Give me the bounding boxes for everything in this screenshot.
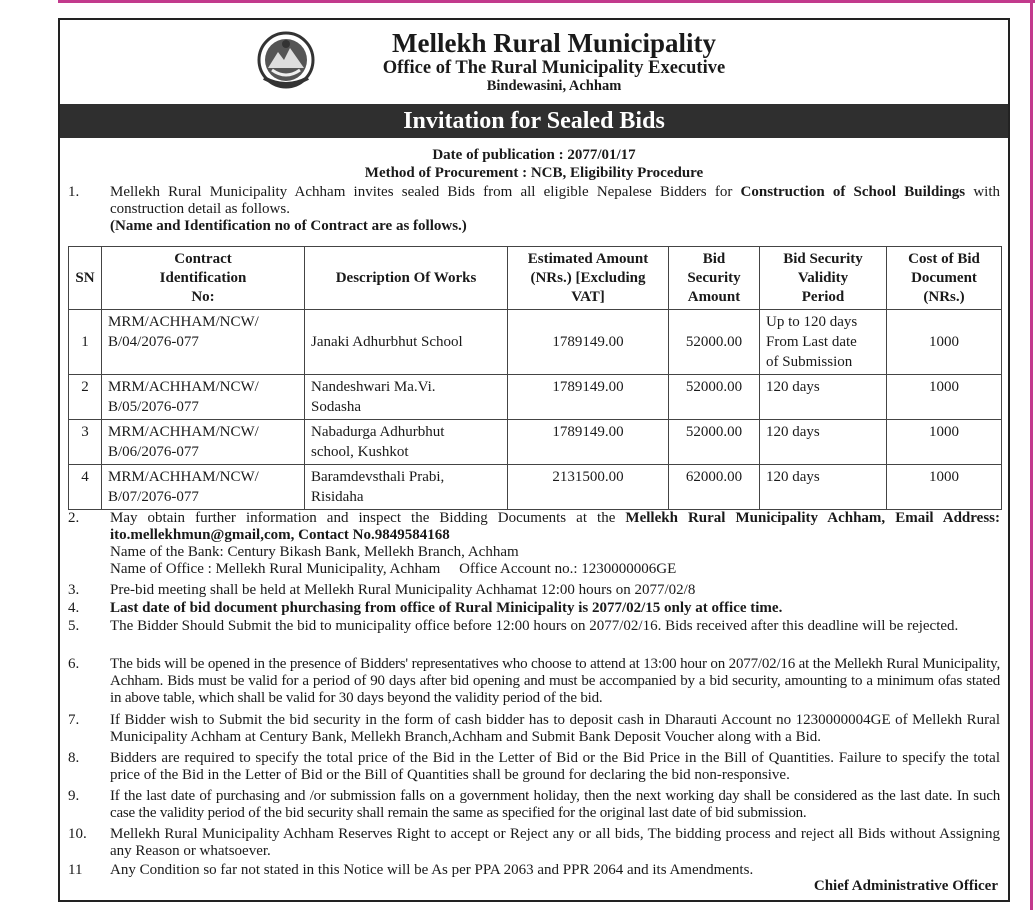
notice-item-9: 9. If the last date of purchasing and /or submission falls on a government holiday, then the next working day shall be considered as the last date. In such case the validity period of the bid security shall remain the same as specified for the original last date of bid submission. (68, 788, 1000, 821)
contact-info: Mellekh Rural Municipality Achham, Email Address: ito.mellekhmun@gmail,com, Contact No.9849584168 (110, 510, 1000, 543)
item-number: 2. (68, 510, 80, 526)
project-name: Construction of School Buildings (740, 184, 966, 200)
notice-item-11: 11 Any Condition so far not stated in this Notice will be As per PPA 2063 and PPR 2064 and its Amendments. (68, 862, 754, 878)
row-description: Nabadurga Adhurbhut school, Kushkot (305, 420, 508, 465)
row-sn: 1 (69, 310, 102, 375)
publication-date: Date of publication : 2077/01/17 (432, 147, 636, 163)
row-sn: 2 (69, 375, 102, 420)
row-contract-id: MRM/ACHHAM/NCW/ B/04/2076-077 (102, 310, 305, 375)
row-description: Nandeshwari Ma.Vi. Sodasha (305, 375, 508, 420)
row-estimated-amount: 1789149.00 (508, 310, 669, 375)
row-bid-security: 62000.00 (669, 465, 760, 510)
notice-item-8: 8. Bidders are required to specify the total price of the Bid in the Letter of Bid or the Bid Price in the Bill of Quantities. Failure to specify the total price of the Bid in the Letter of Bid or the Bill of Quantities shall be ground for declaring the bid non-responsive. (68, 750, 1000, 783)
office-account: Name of Office : Mellekh Rural Municipality, Achham Office Account no.: 1230000006GE (110, 561, 677, 577)
row-validity: 120 days (760, 420, 887, 465)
notice-item-4: 4. Last date of bid document phurchasing from office of Rural Minicipality is 2077/02/15 only at office time. (68, 600, 783, 616)
row-estimated-amount: 2131500.00 (508, 465, 669, 510)
row-cost: 1000 (887, 465, 1002, 510)
header-cost: Cost of Bid Document (NRs.) (887, 247, 1002, 310)
row-contract-id: MRM/ACHHAM/NCW/ B/06/2076-077 (102, 420, 305, 465)
header-estimated-amount: Estimated Amount (NRs.) [Excluding VAT] (508, 247, 669, 310)
item-number: 1. (68, 184, 80, 200)
row-contract-id: MRM/ACHHAM/NCW/ B/07/2076-077 (102, 465, 305, 510)
row-sn: 3 (69, 420, 102, 465)
row-bid-security: 52000.00 (669, 310, 760, 375)
procurement-method: Method of Procurement : NCB, Eligibility Procedure (364, 165, 704, 181)
header-validity: Bid Security Validity Period (760, 247, 887, 310)
row-bid-security: 52000.00 (669, 375, 760, 420)
row-description: Baramdevsthali Prabi, Risidaha (305, 465, 508, 510)
notice-item-6: 6. The bids will be opened in the presence of Bidders' representatives who choose to attend at 13:00 hour on 2077/02/16 at the Mellekh Rural Municipality, Achham. Bids must be valid for a period of 90 days after bid opening and must be accompanied by a bid security, amounting to a minimum ofas stated in above table, which shall be valid for 30 days beyond the validity period of the bid. (68, 656, 1000, 706)
notice-banner: Invitation for Sealed Bids (60, 104, 1008, 138)
bank-name: Name of the Bank: Century Bikash Bank, Mellekh Branch, Achham (110, 544, 519, 560)
signature-title: Chief Administrative Officer (813, 878, 998, 894)
row-validity: 120 days (760, 375, 887, 420)
row-validity: 120 days (760, 465, 887, 510)
row-bid-security: 52000.00 (669, 420, 760, 465)
row-cost: 1000 (887, 420, 1002, 465)
table-row (69, 310, 1002, 375)
row-sn: 4 (69, 465, 102, 510)
header-description: Description Of Works (305, 247, 508, 310)
office-subtitle: Office of The Rural Municipality Executive (382, 58, 726, 78)
row-validity: Up to 120 days From Last date of Submission (760, 310, 887, 375)
row-cost: 1000 (887, 375, 1002, 420)
table-header-row (69, 247, 1002, 310)
notice-frame (58, 18, 1010, 902)
notice-item-5: 5. The Bidder Should Submit the bid to municipality office before 12:00 hours on 2077/02/16. Bids received after this deadline will be rejected. (68, 618, 959, 634)
row-estimated-amount: 1789149.00 (508, 420, 669, 465)
header-contract-id: Contract Identification No: (102, 247, 305, 310)
municipality-title: Mellekh Rural Municipality (392, 28, 716, 58)
header-bid-security: Bid Security Amount (669, 247, 760, 310)
notice-item-1 (68, 184, 1000, 235)
table-row (69, 375, 1002, 420)
notice-item-2 (68, 510, 1000, 578)
row-contract-id: MRM/ACHHAM/NCW/ B/05/2076-077 (102, 375, 305, 420)
office-address: Bindewasini, Achham (486, 78, 622, 94)
notice-item-3: 3. Pre-bid meeting shall be held at Mellekh Rural Municipality Achhamat 12:00 hours on 2077/02/8 (68, 582, 696, 598)
row-estimated-amount: 1789149.00 (508, 375, 669, 420)
table-row (69, 420, 1002, 465)
contracts-table (68, 246, 1002, 510)
right-border-line (1030, 0, 1033, 910)
row-cost: 1000 (887, 310, 1002, 375)
header-sn: SN (69, 247, 102, 310)
top-border-line (58, 0, 1035, 3)
contract-note: (Name and Identification no of Contract are as follows.) (110, 218, 467, 234)
notice-item-7: 7. If Bidder wish to Submit the bid security in the form of cash bidder has to deposit cash in Dharauti Account no 1230000004GE of Mellekh Rural Municipality Achham at Century Bank, Mellekh Branch,Achham and Submit Bank Deposit Voucher along with a Bid. (68, 712, 1000, 745)
publication-info (60, 146, 1008, 182)
row-description: Janaki Adhurbhut School (305, 310, 508, 375)
notice-header (60, 20, 1008, 104)
item-text: May obtain further information and inspect the Bidding Documents at the Mellekh Rural Municipality Achham, Email Address: ito.mellekhmun@gmail,com, Contact No.9849584168 Name of the Bank: Century Bikash Bank, Mellekh Branch, Achham Name of Office : Mellekh Rural Municipality, Achham Office Account no.: 1230000006GE (110, 510, 1000, 577)
notice-item-10: 10. Mellekh Rural Municipality Achham Reserves Right to accept or Reject any or all bids, The bidding process and reject all Bids without Assigning any Reason or whatsoever. (68, 826, 1000, 859)
table-row (69, 465, 1002, 510)
item-text: Mellekh Rural Municipality Achham invites sealed Bids from all eligible Nepalese Bidders for Construction of School Buildings with construction detail as follows. (Name and Identification no of Contract are as follows.) (110, 184, 1000, 234)
